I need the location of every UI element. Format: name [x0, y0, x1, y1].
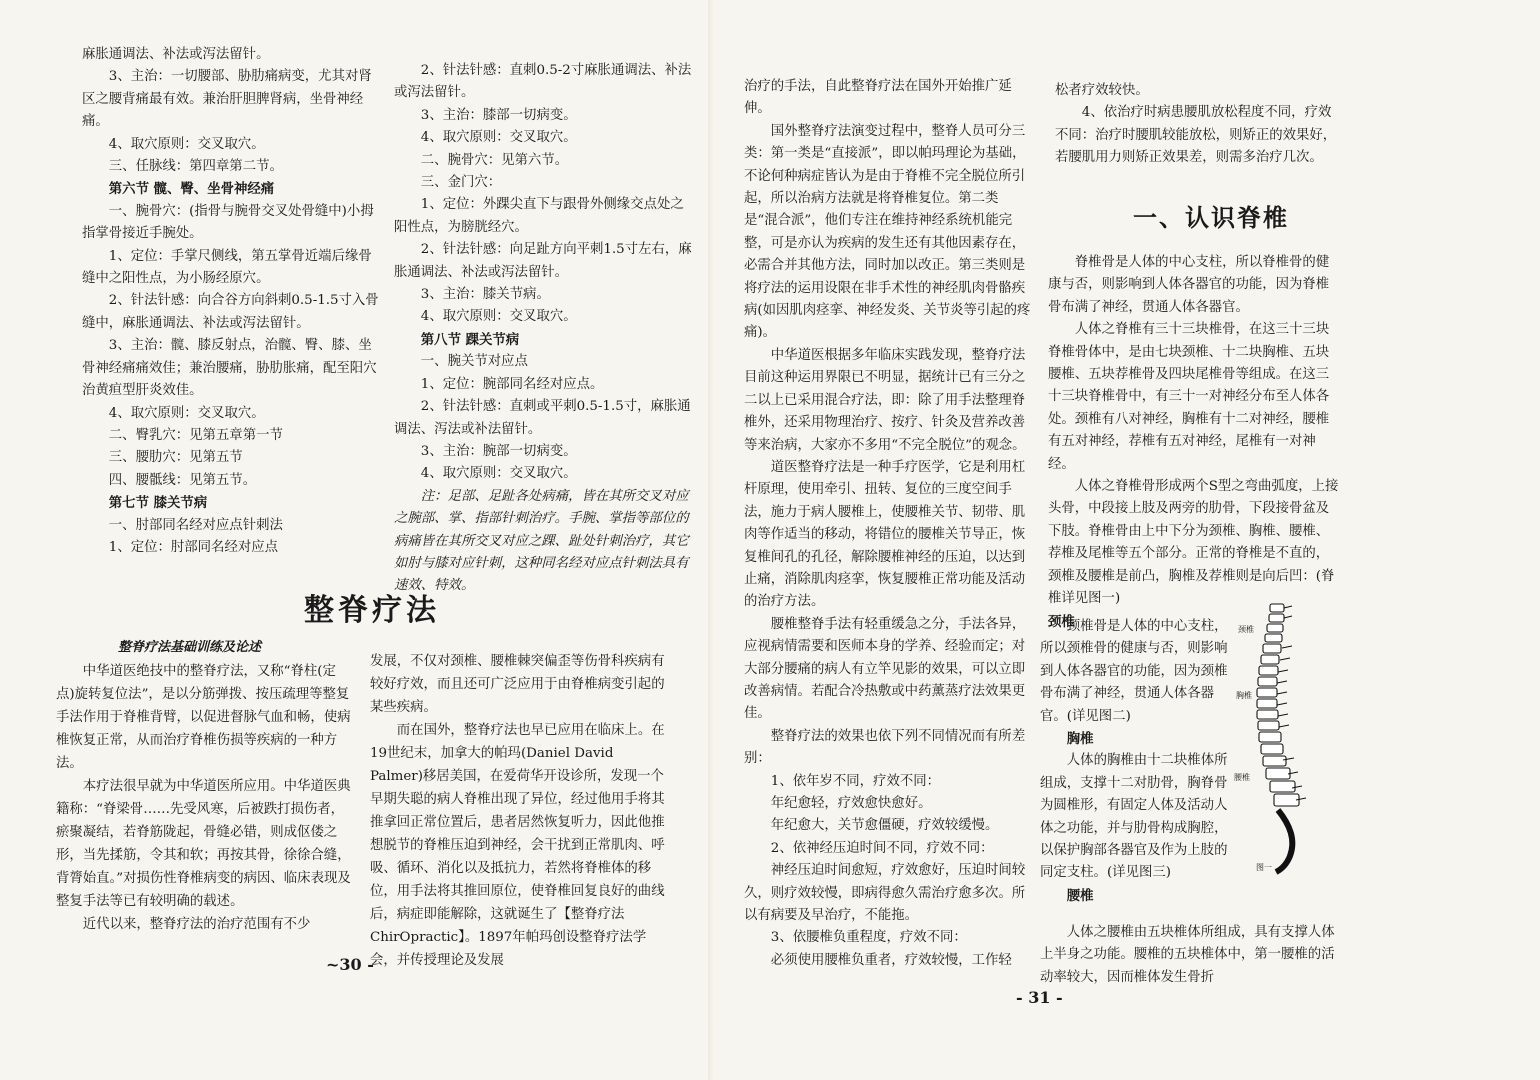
paragraph: 2、依神经压迫时间不同，疗效不同：: [770, 840, 994, 856]
paragraph: 脊椎骨是人体的中心支柱，所以脊椎骨的健康与否，则影响到人体各器官的功能，因为脊椎骨布满了神经，贯通人体各器官。: [1048, 255, 1330, 315]
figure-label-thoracic: 胸椎: [1236, 691, 1252, 700]
paragraph: 胸椎: [1066, 731, 1094, 748]
figure-label-lumbar: 腰椎: [1234, 773, 1250, 782]
paragraph: 2、针法针感：向合谷方向斜刺0.5-1.5寸入骨缝中，麻胀通调法、补法或泻法留针。: [82, 293, 379, 331]
right-page: [744, 0, 1540, 1080]
paragraph: 4、依治疗时病患腰肌放松程度不同，疗效不同：治疗时腰肌较能放松，则矫正的效果好，若腰肌用力则矫正效果差，则需多治疗几次。: [1055, 105, 1337, 166]
paragraph: 注：足部、足趾各处病痛，皆在其所交叉对应之腕部、掌、指部针刺治疗。手腕、掌指等部位的病痛皆在其所交叉对应之踝、趾处针刺治疗，其它如肘与膝对应针刺，这种同名经对应点针刺法具有速效、特效。: [394, 488, 689, 594]
paragraph: 中华道医绝技中的整脊疗法，又称“脊柱(定点)旋转复位法”，是以分筋弹拨、按压疏理等整复手法作用于脊椎背臂，以促进督脉气血和畅，使病椎恢复正常，从而治疗脊椎伤损等疾病的一种方法。: [56, 664, 351, 771]
section-sub-title: 整脊疗法基础训练及论述: [118, 640, 262, 655]
paragraph: 一、腕关节对应点: [420, 354, 528, 370]
paragraph: 腰椎整脊手法有轻重缓急之分，手法各异，应视病情需要和医师本身的学养、经验而定；对大部分腰痛的病人有立竿见影的效果，可以立即改善病情。若配合冷热敷或中药薰蒸疗法效果更佳。: [744, 616, 1026, 722]
right-col-2-wrap: [1040, 616, 1230, 907]
paragraph: 人体之腰椎由五块椎体所组成，具有支撑人体上半身之功能。腰椎的五块椎体中，第一腰椎的活动率较大，因而椎体发生骨折: [1040, 925, 1335, 985]
right-col-2-top: [1055, 80, 1343, 170]
paragraph: 1、定位：手掌尺侧线，第五掌骨近端后缘骨缝中之阳性点，为小肠经原穴。: [82, 248, 372, 287]
paragraph: 三、腰肋穴：见第五节: [108, 450, 243, 466]
figure-caption: 图一: [1256, 863, 1272, 872]
paragraph: 必须使用腰椎负重者，疗效较慢，工作轻: [770, 952, 1012, 968]
paragraph: 2、针法针感：向足趾方向平刺1.5寸左右，麻胀通调法、补法或泻法留针。: [394, 242, 692, 280]
paragraph: 颈椎骨是人体的中心支柱，所以颈椎骨的健康与否，则影响到人体各器官的功能，因为颈椎骨布满了神经，贯通人体各器官。(详见图二): [1040, 619, 1228, 724]
paragraph: 麻胀通调法、补法或泻法留针。: [82, 47, 270, 62]
left-col-2: [394, 60, 694, 598]
paragraph: 3、主治：膝部一切病变。: [420, 107, 577, 123]
gutter: [708, 0, 714, 1080]
spine-illustration: [1230, 600, 1340, 880]
paragraph: 整脊疗法的效果也依下列不同情况而有所差别：: [744, 728, 1026, 767]
figure-label-cervical: 颈椎: [1238, 625, 1254, 634]
paragraph: 第八节 踝关节病: [420, 331, 520, 348]
paragraph: 4、取穴原则：交叉取穴。: [108, 405, 265, 421]
paragraph: 人体之脊椎骨形成两个S型之弯曲弧度，上接头骨，中段接上肢及两旁的肋骨，下段接骨盆及下肢。脊椎骨由上中下分为颈椎、胸椎、腰椎、荐椎及尾椎等五个部分。正常的脊椎是不直的，颈椎及腰椎是前凸，胸椎及荐椎则是向后凹：(脊椎详见图一): [1048, 479, 1339, 607]
left-col-3: [56, 660, 352, 936]
section-main-title: 整脊疗法: [304, 593, 440, 628]
page-number-left: ~30 -: [326, 955, 374, 974]
paragraph: 治疗的手法，自此整脊疗法在国外开始推广延伸。: [744, 79, 1012, 117]
paragraph: 年纪愈轻，疗效愈快愈好。: [770, 796, 932, 811]
paragraph: 1、定位：肘部同名经对应点: [108, 539, 279, 555]
paragraph: 3、主治：髋、膝反射点，治髋、臀、膝、坐骨神经痛痛效佳；兼治腰痛，胁肋胀痛，配至阳穴治黄疸型肝炎效佳。: [82, 338, 377, 399]
paragraph: 第六节 髋、臀、坐骨神经痛: [108, 181, 275, 198]
paragraph: 一、腕骨穴：(指骨与腕骨交叉处骨缝中)小拇指掌骨接近手腕处。: [82, 203, 374, 242]
paragraph: 4、取穴原则：交叉取穴。: [420, 309, 577, 325]
paragraph: 年纪愈大，关节愈僵硬，疗效较缓慢。: [770, 818, 999, 834]
paragraph: 神经压迫时间愈短，疗效愈好，压迫时间较久，则疗效较慢，即病得愈久需治疗愈多次。所以有病要及早治疗，不能拖。: [744, 863, 1026, 924]
paragraph: 二、臀乳穴：见第五章第一节: [108, 427, 283, 443]
spine-figure: [1230, 600, 1340, 880]
paragraph: 松者疗效较快。: [1055, 83, 1149, 98]
paragraph: 4、取穴原则：交叉取穴。: [420, 130, 577, 146]
paragraph: 1、依年岁不同，疗效不同：: [770, 773, 941, 789]
paragraph: 4、取穴原则：交叉取穴。: [420, 466, 577, 482]
left-col-4: [370, 650, 666, 972]
paragraph: 颈椎: [1048, 613, 1075, 630]
right-col-1: [744, 76, 1032, 972]
paragraph: 3、主治：腕部一切病变。: [420, 443, 577, 459]
paragraph: 2、针法针感：直刺0.5-2寸麻胀通调法、补法或泻法留针。: [394, 63, 692, 101]
paragraph: 1、定位：腕部同名经对应点。: [420, 376, 604, 392]
paragraph: 本疗法很早就为中华道医所应用。中华道医典籍称：“脊梁骨……先受风寒，后被跌打损伤者，瘀聚凝结，若脊筋陇起，骨缝必错，则成伛偻之形，当先揉筋，令其和软；再按其骨，徐徐合缝，背膂始直。”对损伤性脊椎病变的病因、临床表现及整复手法等已有较明确的载述。: [56, 779, 351, 909]
paragraph: 第七节 膝关节病: [108, 495, 208, 512]
paragraph: 二、腕骨穴：见第六节。: [420, 152, 569, 168]
paragraph: 道医整脊疗法是一种手疗医学，它是利用杠杆原理，使用牵引、扭转、复位的三度空间手法，施力于病人腰椎上，使腰椎关节、韧带、肌肉等作适当的移动，将错位的腰椎关节导正，恢复椎间孔的孔径，解除腰椎神经的压迫，以达到止痛，消除肌肉痉挛，恢复腰椎正常功能及活动的治疗方法。: [744, 459, 1026, 610]
right-col-2-bottom: [1040, 922, 1336, 989]
paragraph: 2、针法针感：直刺或平刺0.5-1.5寸，麻胀通调法、泻法或补法留针。: [394, 399, 691, 437]
paragraph: 1、定位：外踝尖直下与跟骨外侧缘交点处之阳性点，为膀胱经穴。: [394, 197, 684, 235]
paragraph: 人体的胸椎由十二块椎体所组成，支撑十二对肋骨，胸脊骨为圆椎形，有固定人体及活动人体之功能，并与肋骨构成胸腔，以保护胸部各器官及作为上肢的同定支柱。(详见图三): [1040, 753, 1228, 881]
right-col-2-mid: [1048, 252, 1340, 633]
paragraph: 三、任脉线：第四章第二节。: [108, 159, 283, 175]
paragraph: 3、主治：膝关节病。: [420, 287, 550, 303]
paragraph: 而在国外，整脊疗法也早已应用在临床上。在19世纪末，加拿大的帕玛(Daniel David Palmer)移居美国，在爱荷华开设诊所，发现一个早期失聪的病人脊椎出现了异位，经过他用手将其推拿回正常位置后，患者居然恢复听力，因此他推想脱节的脊椎压迫到神经，会干扰到正常肌肉、呼吸、循环、消化以及抵抗力，若然将脊椎体的移位，用手法将其推回原位，使脊椎回复良好的曲线后，病症即能解除，这就诞生了【整脊疗法 ChirOpractic】。1897年帕玛创设整脊疗法学会，并传授理论及发展: [370, 723, 665, 968]
paragraph: 一、肘部同名经对应点针刺法: [108, 517, 283, 533]
paragraph: 国外整脊疗法演变过程中，整脊人员可分三类：第一类是“直接派”，即以帕玛理论为基础，不论何种病症皆认为是由于脊椎不完全脱位所引起，所以治病方法就是将脊椎复位。第二类是“混合派”，他们专注在维持神经系统机能完整，可是亦认为疾病的发生还有其他因素存在，必需合并其他方法，同时加以改正。第三类则是将疗法的运用设限在非手术性的神经肌肉骨骼疾病(如因肌肉痉挛、神经发炎、关节炎等引起的疼痛)。: [744, 123, 1031, 341]
paragraph: 中华道医根据多年临床实践发现，整脊疗法目前这种运用界限已不明显，据统计已有三分之二以上已采用混合疗法，即：除了用手法整理脊椎外，还采用物理治疗、按疗、针灸及营养改善等来治病，大家亦不多用“不完全脱位”的观念。: [744, 347, 1026, 453]
paragraph: 近代以来，整脊疗法的治疗范围有不少: [82, 917, 311, 932]
section-title-spine: 一、认识脊椎: [1133, 203, 1289, 232]
paragraph: 三、金门穴：: [420, 175, 502, 191]
paragraph: 3、依腰椎负重程度，疗效不同：: [770, 930, 967, 946]
paragraph: 人体之脊椎有三十三块椎骨，在这三十三块脊椎骨体中，是由七块颈椎、十二块胸椎、五块腰椎、五块荐椎骨及四块尾椎骨等组成。在这三十三块脊椎骨中，有三十一对神经分布至人体各处。颈椎有八对神经，胸椎有十二对神经，腰椎有五对神经，荐椎有五对神经，尾椎有一对神经。: [1048, 322, 1330, 472]
paragraph: 4、取穴原则：交叉取穴。: [108, 136, 265, 152]
left-col-1: [82, 44, 380, 559]
paragraph: 四、腰骶线：见第五节。: [108, 472, 257, 488]
paragraph: 3、主治：一切腰部、胁肋痛病变，尤其对肾区之腰背痛最有效。兼治肝胆脾肾病，坐骨神经痛。: [82, 69, 372, 130]
paragraph: 发展，不仅对颈椎、腰椎棘突偏歪等伤骨科疾病有较好疗效，而且还可广泛应用于由脊椎病变引起的某些疾病。: [370, 654, 665, 715]
page-number-right: - 31 -: [1016, 988, 1063, 1007]
paragraph: 腰椎: [1066, 887, 1094, 904]
